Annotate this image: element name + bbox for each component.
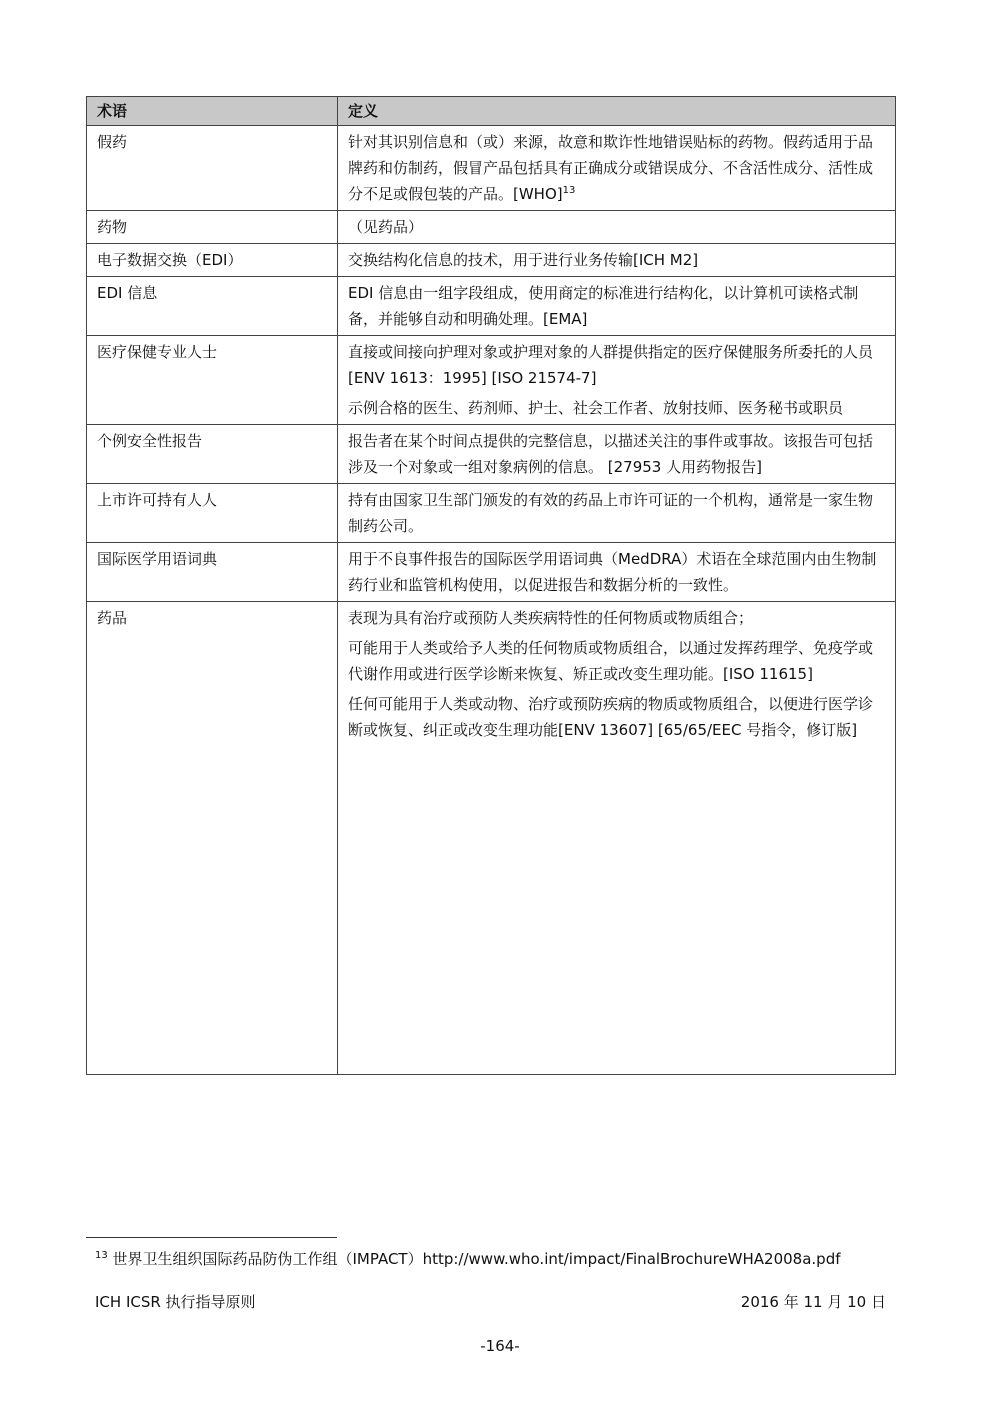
definition-cell [338,425,896,484]
table-row [87,336,896,425]
term-cell: 国际医学用语词典 [87,543,338,602]
definition-cell [338,602,896,1075]
table-row [87,602,896,1075]
term-cell: 药品 [87,602,338,1075]
table-row [87,126,896,211]
glossary-table [86,96,896,1075]
term-cell: EDI 信息 [87,277,338,336]
definition-cell [338,126,896,211]
footnote-divider [86,1237,337,1238]
definition-cell [338,336,896,425]
term-cell: 电子数据交换（EDI） [87,244,338,277]
footnote-text: 世界卫生组织国际药品防伪工作组（IMPACT）http://www.who.int/impact/FinalBrochureWHA2008a.pdf [107,1250,841,1268]
definition-paragraph: （见药品） [348,218,424,236]
table-row [87,244,896,277]
definition-paragraph: 可能用于人类或给予人类的任何物质或物质组合，以通过发挥药理学、免疫学或代谢作用或进行医学诊断来恢复、矫正或改变生理功能。[ISO 11615] [348,639,874,683]
footer-date: 2016 年 11 月 10 日 [740,1293,886,1311]
term-cell: 医疗保健专业人士 [87,336,338,425]
footnote [95,1248,841,1270]
footer-document-title: ICH ICSR 执行指导原则 [95,1293,256,1311]
definition-paragraph [348,129,886,207]
page-number: -164- [480,1337,520,1355]
definition-cell [338,543,896,602]
definition-paragraph: 直接或间接向护理对象或护理对象的人群提供指定的医疗保健服务所委托的人员[ENV 1613：1995] [ISO 21574-7] [348,343,874,387]
definition-paragraph: 交换结构化信息的技术，用于进行业务传输[ICH M2] [348,251,699,269]
definition-cell [338,244,896,277]
definition-paragraph: 用于不良事件报告的国际医学用语词典（MedDRA）术语在全球范围内由生物制药行业和监管机构使用，以促进报告和数据分析的一致性。 [348,550,877,594]
table-row [87,484,896,543]
term-cell: 药物 [87,211,338,244]
definition-cell [338,277,896,336]
footnote-number: 13 [95,1250,108,1261]
footnote-ref: 13 [562,185,576,196]
table-row [87,425,896,484]
definition-cell [338,211,896,244]
definition-paragraph: 报告者在某个时间点提供的完整信息，以描述关注的事件或事故。该报告可包括涉及一个对象或一组对象病例的信息。 [27953 人用药物报告] [348,432,874,476]
definition-paragraph: 任何可能用于人类或动物、治疗或预防疾病的物质或物质组合，以便进行医学诊断或恢复、纠正或改变生理功能[ENV 13607] [65/65/EEC 号指令，修订版] [348,695,874,739]
definition-cell [338,484,896,543]
term-cell: 个例安全性报告 [87,425,338,484]
definition-paragraph: 示例合格的医生、药剂师、护士、社会工作者、放射技师、医务秘书或职员 [348,399,844,417]
table-row [87,211,896,244]
table-header-row [87,97,896,126]
definition-paragraph: EDI 信息由一组字段组成，使用商定的标准进行结构化，以计算机可读格式制备，并能够自动和明确处理。[EMA] [348,284,859,328]
term-cell: 假药 [87,126,338,211]
definition-paragraph: 表现为具有治疗或预防人类疾病特性的任何物质或物质组合； [348,609,754,627]
definition-paragraph: 持有由国家卫生部门颁发的有效的药品上市许可证的一个机构，通常是一家生物制药公司。 [348,491,874,535]
term-cell: 上市许可持有人人 [87,484,338,543]
definition-text: 针对其识别信息和（或）来源，故意和欺诈性地错误贴标的药物。假药适用于品牌药和仿制药，假冒产品包括具有正确成分或错误成分、不含活性成分、活性成分不足或假包装的产品。[WHO] [348,133,874,203]
header-term: 术语 [87,97,338,126]
table-row [87,277,896,336]
header-definition: 定义 [338,97,896,126]
table-row [87,543,896,602]
